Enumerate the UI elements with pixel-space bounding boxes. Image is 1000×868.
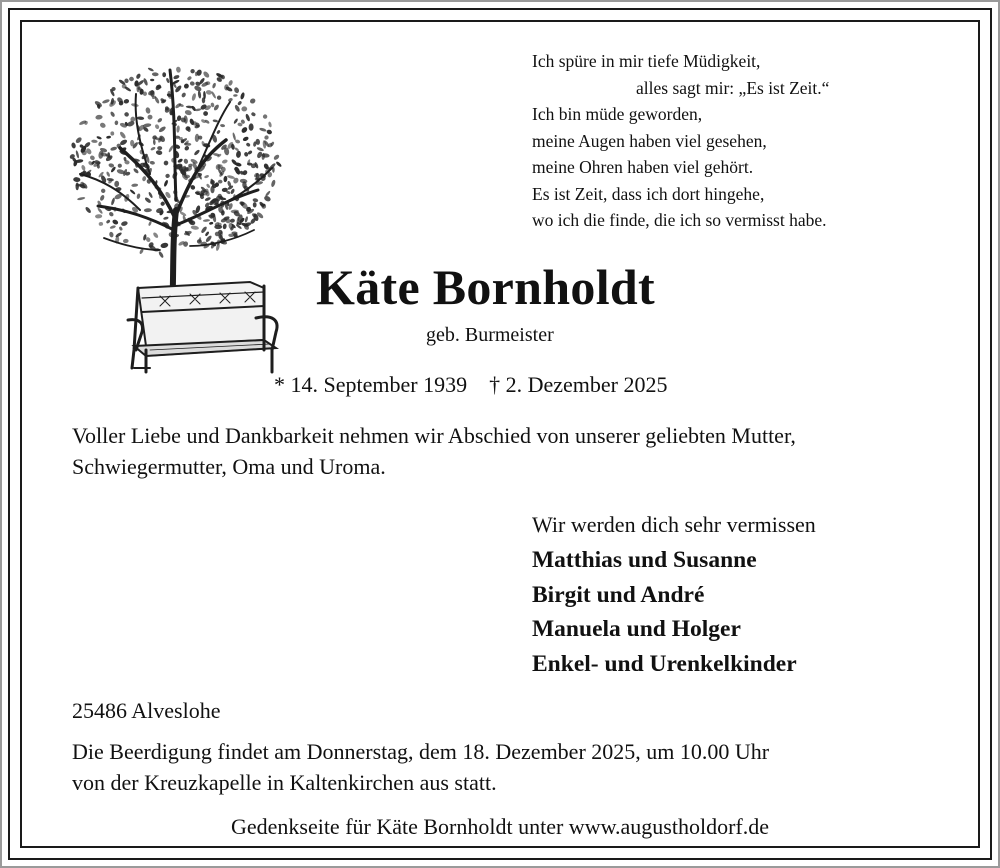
leaf-shape bbox=[214, 225, 222, 229]
tree-and-bench-icon bbox=[50, 50, 290, 374]
leaf-shape bbox=[147, 114, 153, 120]
leaf-shape bbox=[102, 99, 110, 105]
leaf-shape bbox=[152, 232, 159, 239]
leaf-shape bbox=[249, 123, 254, 130]
leaf-shape bbox=[144, 196, 152, 203]
leaf-shape bbox=[176, 66, 182, 73]
mourner-name: Matthias und Susanne bbox=[532, 547, 757, 573]
leaf-shape bbox=[204, 175, 209, 179]
leaf-shape bbox=[147, 67, 154, 72]
leaf-shape bbox=[154, 124, 160, 130]
leaf-shape bbox=[129, 77, 134, 82]
leaf-shape bbox=[268, 121, 272, 127]
leaf-shape bbox=[129, 189, 136, 195]
leaf-shape bbox=[233, 87, 240, 94]
leaf-shape bbox=[166, 78, 170, 84]
mourners-list bbox=[532, 543, 797, 681]
leaf-shape bbox=[98, 222, 103, 227]
leaf-shape bbox=[106, 219, 111, 224]
leaf-shape bbox=[100, 188, 106, 194]
poem-line: meine Ohren haben viel gehört. bbox=[532, 157, 754, 177]
leaf-shape bbox=[71, 142, 77, 149]
leaf-shape bbox=[96, 136, 102, 140]
leaf-shape bbox=[202, 70, 210, 78]
leaf-shape bbox=[222, 223, 227, 229]
leaf-shape bbox=[232, 132, 236, 141]
leaf-shape bbox=[98, 141, 103, 147]
leaf-shape bbox=[85, 206, 92, 214]
leaf-shape bbox=[270, 179, 276, 187]
leaf-shape bbox=[148, 191, 153, 198]
leaf-shape bbox=[99, 122, 106, 129]
leaf-shape bbox=[233, 94, 238, 97]
leaf-shape bbox=[209, 221, 214, 225]
place: 25486 Alveslohe bbox=[72, 698, 221, 723]
leaf-shape bbox=[144, 208, 152, 212]
leaf-shape bbox=[181, 92, 187, 98]
leaf-shape bbox=[163, 216, 169, 220]
leaf-shape bbox=[200, 118, 206, 123]
leaf-shape bbox=[234, 166, 242, 175]
leaf-shape bbox=[234, 104, 241, 112]
funeral-line: von der Kreuzkapelle in Kaltenkirchen aus statt. bbox=[72, 770, 497, 795]
leaf-shape bbox=[195, 134, 200, 142]
leaf-shape bbox=[253, 202, 257, 207]
leaf-shape bbox=[173, 74, 180, 80]
leaf-shape bbox=[110, 131, 114, 135]
leaf-shape bbox=[163, 160, 169, 166]
leaf-shape bbox=[131, 183, 138, 187]
leaf-shape bbox=[220, 124, 225, 128]
birth-date: * 14. September 1939 bbox=[274, 372, 468, 397]
leaf-shape bbox=[256, 146, 264, 151]
leaf-shape bbox=[237, 100, 242, 106]
leaf-shape bbox=[95, 115, 103, 120]
leaf-shape bbox=[156, 150, 163, 156]
leaf-shape bbox=[195, 72, 198, 76]
leaf-shape bbox=[160, 242, 169, 249]
leaf-shape bbox=[157, 117, 163, 123]
life-dates bbox=[274, 372, 667, 398]
leaf-shape bbox=[195, 108, 202, 112]
leaf-shape bbox=[114, 120, 118, 125]
leaf-shape bbox=[206, 183, 211, 188]
poem bbox=[532, 48, 829, 234]
leaf-shape bbox=[75, 150, 79, 159]
poem-line: Ich bin müde geworden, bbox=[532, 104, 703, 124]
leaf-shape bbox=[183, 158, 188, 164]
leaf-shape bbox=[244, 152, 249, 158]
leaf-shape bbox=[162, 72, 166, 77]
leaf-shape bbox=[273, 154, 280, 161]
leaf-shape bbox=[266, 129, 273, 135]
leaf-shape bbox=[123, 98, 129, 104]
leaf-shape bbox=[205, 231, 210, 237]
leaf-shape bbox=[133, 167, 140, 174]
leaf-shape bbox=[106, 171, 111, 177]
leaf-shape bbox=[240, 92, 246, 100]
leaf-shape bbox=[106, 135, 111, 138]
leaf-shape bbox=[110, 111, 116, 118]
leaf-shape bbox=[176, 125, 180, 133]
leaf-shape bbox=[123, 111, 129, 117]
leaf-shape bbox=[157, 146, 162, 150]
leaf-shape bbox=[77, 196, 86, 200]
leaf-shape bbox=[190, 68, 196, 74]
leaf-shape bbox=[123, 239, 129, 244]
deceased-name: Käte Bornholdt bbox=[316, 259, 655, 315]
leaf-shape bbox=[177, 158, 183, 164]
leaf-shape bbox=[249, 97, 256, 104]
leaf-shape bbox=[118, 226, 123, 231]
leaf-shape bbox=[121, 221, 129, 227]
leaf-shape bbox=[189, 81, 195, 87]
leaf-shape bbox=[202, 97, 205, 103]
obituary-border bbox=[20, 20, 980, 848]
signoff: Wir werden dich sehr vermissen bbox=[532, 512, 816, 537]
leaf-shape bbox=[184, 145, 190, 151]
leaf-shape bbox=[95, 214, 102, 219]
leaf-shape bbox=[149, 160, 155, 165]
leaf-shape bbox=[110, 146, 118, 151]
death-date: † 2. Dezember 2025 bbox=[489, 372, 668, 397]
leaf-shape bbox=[184, 109, 192, 116]
leaf-shape bbox=[158, 251, 164, 259]
leaf-shape bbox=[109, 225, 116, 230]
leaf-shape bbox=[153, 139, 156, 145]
leaf-shape bbox=[206, 90, 213, 96]
leaf-shape bbox=[212, 82, 217, 88]
leaf-shape bbox=[241, 106, 248, 112]
poem-line: meine Augen haben viel gesehen, bbox=[532, 130, 767, 151]
funeral-line: Die Beerdigung findet am Donnerstag, dem 18. Dezember 2025, um 10.00 Uhr bbox=[72, 739, 770, 764]
leaf-shape bbox=[240, 126, 248, 134]
maiden-name: geb. Burmeister bbox=[426, 324, 554, 346]
obituary-card bbox=[8, 8, 992, 860]
leaf-shape bbox=[143, 78, 149, 86]
leaf-shape bbox=[263, 195, 271, 203]
leaf-shape bbox=[216, 129, 221, 134]
leaf-shape bbox=[106, 178, 114, 182]
leaf-shape bbox=[124, 86, 132, 92]
mourner-name: Birgit und André bbox=[532, 581, 705, 608]
mourner-name: Enkel- und Urenkelkinder bbox=[532, 650, 797, 677]
leaf-shape bbox=[259, 127, 267, 132]
leaf-shape bbox=[218, 180, 223, 184]
farewell-line: Voller Liebe und Dankbarkeit nehmen wir Abschied von unserer geliebten Mutter, bbox=[72, 423, 796, 448]
leaf-shape bbox=[223, 176, 227, 183]
leaf-shape bbox=[202, 110, 208, 116]
leaf-shape bbox=[187, 76, 193, 81]
poem-line: wo ich die finde, die ich so vermisst habe. bbox=[532, 210, 827, 230]
mourner-name: Manuela und Holger bbox=[532, 616, 741, 642]
leaf-shape bbox=[109, 231, 114, 237]
leaf-shape bbox=[142, 176, 147, 182]
leaf-shape bbox=[262, 113, 268, 119]
leaf-shape bbox=[233, 118, 239, 124]
leaf-shape bbox=[190, 225, 199, 230]
leaf-shape bbox=[228, 79, 234, 86]
leaf-shape bbox=[99, 194, 105, 201]
leaf-shape bbox=[275, 161, 282, 168]
leaf-shape bbox=[263, 134, 269, 140]
leaf-shape bbox=[89, 154, 96, 161]
leaf-shape bbox=[112, 219, 119, 226]
leaf-shape bbox=[203, 219, 210, 222]
leaf-shape bbox=[150, 79, 154, 81]
leaf-shape bbox=[73, 177, 81, 183]
farewell-text bbox=[72, 421, 796, 482]
leaf-shape bbox=[119, 131, 127, 140]
leaf-shape bbox=[81, 164, 86, 171]
leaf-shape bbox=[197, 90, 201, 98]
poem-line: Es ist Zeit, dass ich dort hingehe, bbox=[532, 183, 765, 204]
leaf-shape bbox=[108, 211, 114, 217]
leaf-shape bbox=[217, 95, 222, 100]
leaf-shape bbox=[114, 181, 119, 188]
leaf-shape bbox=[252, 198, 258, 203]
leaf-shape bbox=[204, 197, 211, 202]
leaf-shape bbox=[265, 190, 271, 197]
leaf-shape bbox=[150, 146, 156, 151]
poem-line: Ich spüre in mir tiefe Müdigkeit, bbox=[532, 51, 761, 71]
leaf-shape bbox=[91, 139, 98, 143]
funeral-details bbox=[72, 736, 769, 798]
farewell-line: Schwiegermutter, Oma und Uroma. bbox=[72, 453, 386, 479]
leaf-shape bbox=[251, 112, 257, 117]
leaf-shape bbox=[191, 93, 197, 101]
leaf-shape bbox=[137, 116, 145, 120]
leaf-shape bbox=[165, 174, 170, 179]
leaf-shape bbox=[236, 150, 242, 158]
leaf-shape bbox=[246, 142, 251, 147]
leaf-shape bbox=[110, 197, 115, 205]
leaf-shape bbox=[75, 136, 83, 144]
leaf-shape bbox=[183, 83, 190, 90]
leaf-shape bbox=[230, 218, 236, 223]
leaf-shape bbox=[193, 149, 200, 156]
leaf-shape bbox=[213, 119, 219, 122]
leaf-shape bbox=[244, 216, 248, 223]
leaf-shape bbox=[227, 175, 236, 180]
leaf-shape bbox=[135, 73, 141, 80]
leaf-shape bbox=[145, 107, 151, 114]
leaf-shape bbox=[117, 163, 123, 169]
leaf-shape bbox=[152, 72, 159, 76]
memorial-page-link: Gedenkseite für Käte Bornholdt unter www.augustholdorf.de bbox=[230, 814, 770, 839]
leaf-shape bbox=[221, 159, 228, 164]
leaf-shape bbox=[245, 113, 251, 122]
leaf-shape bbox=[108, 163, 114, 168]
leaf-shape bbox=[136, 193, 141, 199]
leaf-shape bbox=[158, 125, 167, 133]
leaf-shape bbox=[163, 179, 168, 187]
leaf-shape bbox=[242, 136, 249, 142]
poem-line: alles sagt mir: „Es ist Zeit.“ bbox=[636, 77, 830, 98]
